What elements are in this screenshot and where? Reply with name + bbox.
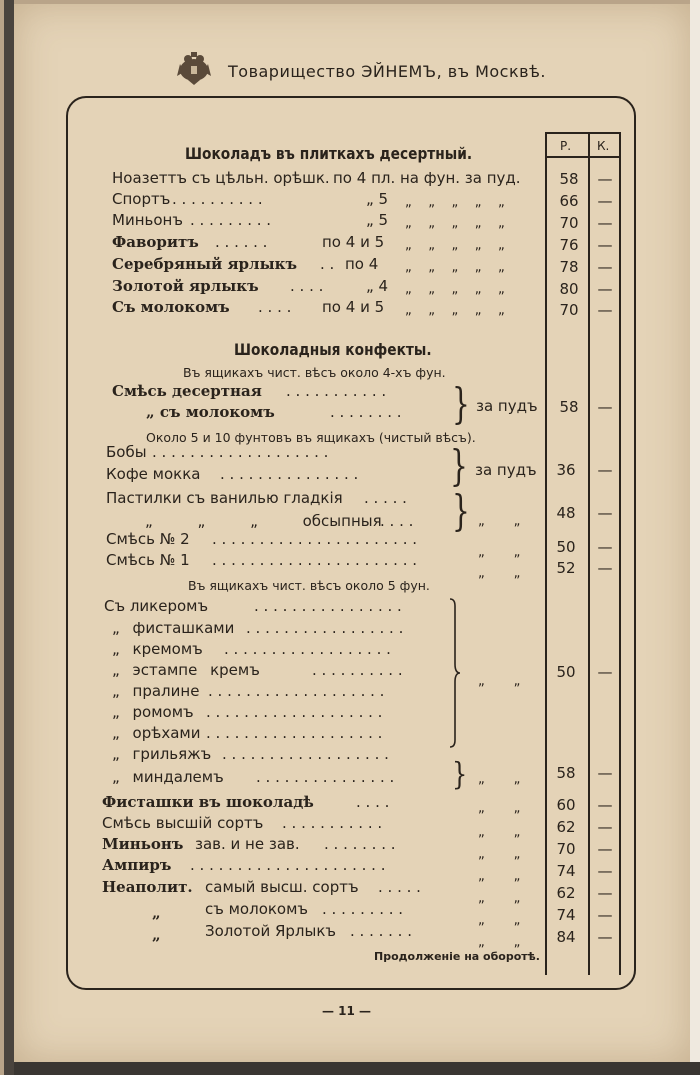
price-rub: 58 [556,764,576,782]
page-edge [690,0,700,1075]
packing-note: Въ ящикахъ чист. вѣсъ около 5 фун. [188,578,430,593]
ditto-marks: „ „ [478,913,521,928]
leader-dots: . . . . . . . . . . . . . . . . . . . . . [190,856,386,874]
product-detail: съ молокомъ [205,900,309,918]
price-kop: — [597,663,613,681]
column-header-kop: К. [597,139,610,153]
product-name: „ миндалемъ [112,768,224,786]
leader-dots: . . . . . . . . . . . . . . . . . . . [208,682,385,700]
product-name: Съ молокомъ [112,298,230,316]
price-rub: 74 [556,862,576,880]
company-header: Товарищество ЭЙНЕМЪ, въ Москвѣ. [228,62,546,81]
price-rub: 62 [556,818,576,836]
ditto-marks: „ „ [478,847,521,862]
price-rub: 70 [559,301,579,319]
leader-dots: . . . . . . . . . . . . . . . [256,768,395,786]
price-rub: 62 [556,884,576,902]
price-kop: — [597,538,613,556]
product-name: „ грильяжъ [112,745,212,763]
eagle-emblem-icon [176,50,212,90]
price-rub: 50 [556,663,576,681]
book-bottom-edge [14,1062,700,1075]
price-rub: 36 [556,461,576,479]
product-name: Смѣсь № 1 [106,551,190,569]
group-brace: } [450,441,468,491]
group-brace: } [452,486,470,536]
ditto-marks: „ „ [478,935,521,950]
leader-dots: . . . . . . . . . . . . . . . . . . . [206,724,383,742]
product-name: Миньонъ [102,835,184,853]
product-name: „ кремомъ [112,640,203,658]
book-spine [4,0,14,1075]
leader-dots: . . . . . . . [350,922,412,940]
price-rub: 78 [559,258,579,276]
leader-dots: . . . . . [378,878,421,896]
price-rub: 50 [556,538,576,556]
product-name: Ампиръ [102,856,172,874]
ditto-mark: „ [152,926,161,944]
ditto-marks: „ „ [478,566,521,581]
price-rub: 48 [556,504,576,522]
leader-dots: . . . . . . [215,233,268,251]
ditto-marks: „ „ „ „ „ [405,303,505,318]
product-name: Пастилки съ ванилью гладкія [106,489,343,507]
product-detail: по 4 [345,255,379,273]
price-kop: — [597,928,613,946]
ditto-marks: „ „ [478,545,521,560]
price-kop: — [597,818,613,836]
product-name: „ съ молокомъ [146,403,275,421]
leader-dots: . . . . [380,512,414,530]
leader-dots: . . . . . . . . . . . . . . . . . . . [206,703,383,721]
product-detail: „ 5 [366,211,389,229]
leader-dots: . . . . . . . . . . . . . . . . . . . . . . [212,530,418,548]
product-name: „ эстампе кремъ [112,661,260,679]
product-name: Неаполит. [102,878,193,896]
group-brace [448,598,462,752]
ditto-marks: „ „ „ „ „ [405,238,505,253]
leader-dots: . . . . . . . . . . . . . . . [220,465,359,483]
ditto-marks: „ „ [478,514,521,529]
ditto-mark: „ [152,904,161,922]
product-name: Спортъ [112,190,171,208]
ditto-marks: „ „ [478,801,521,816]
leader-dots: . . . . [356,793,390,811]
product-name: Смѣсь высшій сортъ [102,814,264,832]
product-detail: „ 5 [366,190,389,208]
product-detail: Золотой Ярлыкъ [205,922,337,940]
price-kop: — [597,840,613,858]
leader-dots: . . . . [290,277,324,295]
price-rub: 84 [556,928,576,946]
price-rub: 80 [559,280,579,298]
product-detail: по 4 и 5 [322,298,385,316]
price-rub: 76 [559,236,579,254]
product-detail: по 4 и 5 [322,233,385,251]
leader-dots: . . . . . . . . . . . . . . . . . . [222,745,389,763]
leader-dots: . . . . . . . . . [190,211,272,229]
product-detail: „ 4 [366,277,389,295]
product-name: „ орѣхами [112,724,201,742]
leader-dots: . . . . . . . . . . . . . . . . . . [224,640,391,658]
price-rub: 60 [556,796,576,814]
leader-dots: . . . . [258,298,292,316]
product-name: Золотой ярлыкъ [112,277,259,295]
ditto-marks: „ „ „ „ „ [405,216,505,231]
section-title-chocolate-candies: Шоколадныя конфекты. [234,340,432,359]
unit-label: за пудъ [475,461,537,479]
ditto-marks: „ „ „ „ „ [405,195,505,210]
price-kop: — [597,764,613,782]
column-header-top-rule [545,132,621,134]
price-rub: 58 [559,170,579,188]
continued-note: Продолженіе на оборотѣ. [374,950,540,963]
leader-dots: . . . . . . . . . . . . . . . . . . . . . . [212,551,418,569]
leader-dots: . . . . . [364,489,407,507]
product-detail: зав. и не зав. [195,835,300,853]
column-header-bottom-rule [545,156,621,158]
ditto-marks: „ „ [478,674,521,689]
product-name: Смѣсь № 2 [106,530,190,548]
ditto-marks: „ „ [478,825,521,840]
product-detail: самый высш. сортъ [205,878,359,896]
leader-dots: . . . . . . . . . . . . . . . . . [246,619,404,637]
product-name: Ноазеттъ съ цѣльн. орѣшк. [112,169,330,187]
price-kop: — [597,906,613,924]
ditto-marks: „ „ [478,891,521,906]
price-kop: — [597,461,613,479]
group-brace: } [452,379,470,429]
ditto-marks: „ „ [478,772,521,787]
product-name: Съ ликеромъ [104,597,209,615]
product-name: Кофе мокка [106,465,201,483]
column-header-rub: Р. [560,139,572,153]
price-rub: 58 [559,398,579,416]
product-name: „ „ „ обсыпныя [145,512,382,530]
product-name: Серебряный ярлыкъ [112,255,297,273]
price-kop: — [597,884,613,902]
leader-dots: . . [320,255,335,273]
price-kop: — [597,796,613,814]
price-rub: 66 [559,192,579,210]
product-name: Фисташки въ шоколадѣ [102,793,314,811]
leader-dots: . . . . . . . . . . [172,190,263,208]
price-kop: — [597,862,613,880]
price-kop: — [597,258,613,276]
leader-dots: . . . . . . . . . [322,900,404,918]
leader-dots: . . . . . . . . . . . . . . . . . . . [152,443,329,461]
price-rub: 70 [559,214,579,232]
section-title-dessert-chocolate: Шоколадъ въ плиткахъ десертный. [185,144,473,163]
price-kop: — [597,214,613,232]
product-name: Фаворитъ [112,233,199,251]
product-name: Смѣсь десертная [112,382,262,400]
price-kop: — [597,236,613,254]
leader-dots: . . . . . . . . . . [312,661,403,679]
unit-label: за пудъ [476,397,538,415]
leader-dots: . . . . . . . . . . . [282,814,383,832]
product-detail: по 4 пл. на фун. за пуд. [333,169,521,187]
packing-note: Около 5 и 10 фунтовъ въ ящикахъ (чистый вѣсъ). [146,430,476,445]
price-kop: — [597,192,613,210]
leader-dots: . . . . . . . . . . . [286,382,387,400]
price-rub: 70 [556,840,576,858]
price-kop: — [597,398,613,416]
product-name: „ фисташками [112,619,235,637]
price-kop: — [597,504,613,522]
leader-dots: . . . . . . . . [324,835,396,853]
ditto-marks: „ „ „ „ „ [405,282,505,297]
price-rub: 52 [556,559,576,577]
ditto-marks: „ „ [478,869,521,884]
price-rub: 74 [556,906,576,924]
product-name: Миньонъ [112,211,183,229]
product-name: „ ромомъ [112,703,194,721]
price-kop: — [597,170,613,188]
product-name: Бобы [106,443,147,461]
product-name: „ пралине [112,682,200,700]
leader-dots: . . . . . . . . . . . . . . . . [254,597,402,615]
leader-dots: . . . . . . . . [330,403,402,421]
price-kop: — [597,301,613,319]
price-kop: — [597,559,613,577]
packing-note: Въ ящикахъ чист. вѣсъ около 4-хъ фун. [183,365,446,380]
group-brace: } [452,756,468,793]
page-number: — 11 — [322,1004,372,1018]
price-kop: — [597,280,613,298]
ditto-marks: „ „ „ „ „ [405,260,505,275]
